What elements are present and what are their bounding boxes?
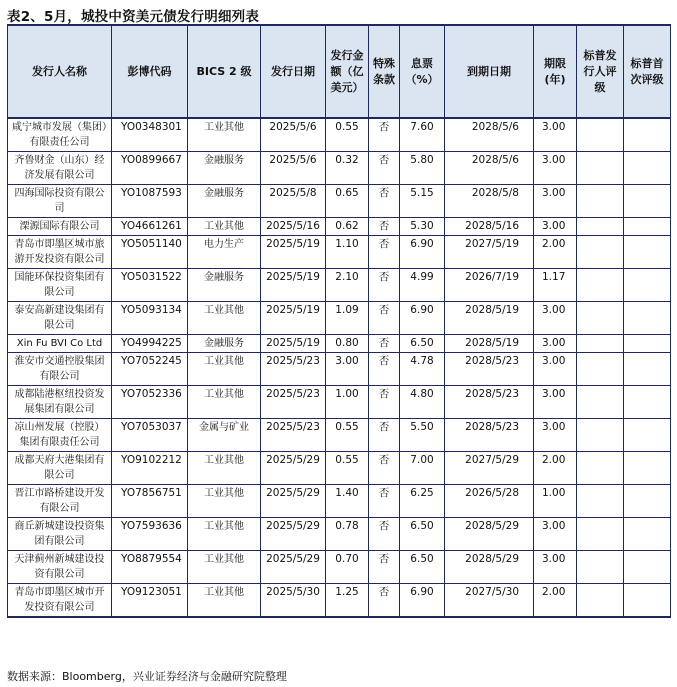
table-row [8,353,671,386]
code-cell: YO7856751 [112,485,188,518]
header-code: 彭博代码 [112,25,188,118]
coupon-cell: 6.90 [400,584,445,618]
amount-cell: 0.62 [326,218,369,236]
period-cell: 3.00 [534,551,577,584]
period-cell: 3.00 [534,302,577,335]
table-row [8,335,671,353]
rating-first-cell [624,152,671,185]
rating-first-cell [624,218,671,236]
code-cell: YO5051140 [112,236,188,269]
coupon-cell: 6.50 [400,551,445,584]
rating-first-cell [624,353,671,386]
coupon-cell: 4.80 [400,386,445,419]
coupon-cell: 5.80 [400,152,445,185]
special-cell: 否 [369,152,400,185]
period-cell: 3.00 [534,518,577,551]
issuer-cell: 凉山州发展（控股）集团有限责任公司 [8,419,112,452]
period-cell: 1.17 [534,269,577,302]
amount-cell: 0.70 [326,551,369,584]
header-issue-date: 发行日期 [261,25,326,118]
special-cell: 否 [369,485,400,518]
code-cell: YO0899667 [112,152,188,185]
coupon-cell: 6.50 [400,335,445,353]
rating-issuer-cell [577,218,624,236]
special-cell: 否 [369,269,400,302]
special-cell: 否 [369,518,400,551]
issuer-cell: 咸宁城市发展（集团）有限责任公司 [8,118,112,152]
coupon-cell: 7.00 [400,452,445,485]
issue-date-cell: 2025/5/19 [261,335,326,353]
special-cell: 否 [369,551,400,584]
coupon-cell: 6.90 [400,302,445,335]
maturity-cell: 2026/7/19 [445,269,534,302]
maturity-cell: 2028/5/23 [445,353,534,386]
issue-date-cell: 2025/5/16 [261,218,326,236]
issue-date-cell: 2025/5/29 [261,551,326,584]
bond-issuance-table [7,24,671,618]
rating-issuer-cell [577,236,624,269]
special-cell: 否 [369,584,400,618]
special-cell: 否 [369,302,400,335]
amount-cell: 0.65 [326,185,369,218]
rating-issuer-cell [577,419,624,452]
rating-issuer-cell [577,269,624,302]
amount-cell: 0.55 [326,419,369,452]
table-row [8,302,671,335]
issue-date-cell: 2025/5/29 [261,518,326,551]
table-row [8,452,671,485]
bics-cell: 工业其他 [188,218,261,236]
maturity-cell: 2028/5/6 [445,118,534,152]
period-cell: 3.00 [534,152,577,185]
table-row [8,419,671,452]
rating-issuer-cell [577,485,624,518]
amount-cell: 0.80 [326,335,369,353]
table-row [8,152,671,185]
header-coupon: 息票（%） [400,25,445,118]
amount-cell: 1.25 [326,584,369,618]
rating-issuer-cell [577,335,624,353]
issue-date-cell: 2025/5/30 [261,584,326,618]
issue-date-cell: 2025/5/8 [261,185,326,218]
bics-cell: 工业其他 [188,551,261,584]
issue-date-cell: 2025/5/29 [261,452,326,485]
amount-cell: 3.00 [326,353,369,386]
code-cell: YO4994225 [112,335,188,353]
issuer-cell: 成都天府大港集团有限公司 [8,452,112,485]
bics-cell: 工业其他 [188,518,261,551]
table-row [8,185,671,218]
period-cell: 3.00 [534,118,577,152]
code-cell: YO8879554 [112,551,188,584]
coupon-cell: 7.60 [400,118,445,152]
header-issuer: 发行人名称 [8,25,112,118]
rating-first-cell [624,551,671,584]
special-cell: 否 [369,118,400,152]
amount-cell: 1.00 [326,386,369,419]
maturity-cell: 2028/5/23 [445,386,534,419]
rating-issuer-cell [577,584,624,618]
code-cell: YO0348301 [112,118,188,152]
amount-cell: 1.40 [326,485,369,518]
issuer-cell: 商丘新城建设投资集团有限公司 [8,518,112,551]
table-row [8,218,671,236]
maturity-cell: 2028/5/29 [445,551,534,584]
special-cell: 否 [369,236,400,269]
issue-date-cell: 2025/5/19 [261,269,326,302]
issuer-cell: 天津蓟州新城建设投资有限公司 [8,551,112,584]
rating-issuer-cell [577,185,624,218]
bics-cell: 工业其他 [188,353,261,386]
issue-date-cell: 2025/5/23 [261,386,326,419]
bics-cell: 金融服务 [188,335,261,353]
coupon-cell: 5.50 [400,419,445,452]
bics-cell: 工业其他 [188,485,261,518]
code-cell: YO1087593 [112,185,188,218]
period-cell: 3.00 [534,218,577,236]
issue-date-cell: 2025/5/29 [261,485,326,518]
issuer-cell: Xin Fu BVI Co Ltd [8,335,112,353]
header-maturity: 到期日期 [445,25,534,118]
rating-issuer-cell [577,518,624,551]
maturity-cell: 2028/5/23 [445,419,534,452]
special-cell: 否 [369,185,400,218]
code-cell: YO5031522 [112,269,188,302]
issue-date-cell: 2025/5/19 [261,236,326,269]
code-cell: YO7052336 [112,386,188,419]
rating-first-cell [624,419,671,452]
amount-cell: 1.09 [326,302,369,335]
table-row [8,269,671,302]
code-cell: YO9102212 [112,452,188,485]
rating-first-cell [624,185,671,218]
table-row [8,551,671,584]
bics-cell: 工业其他 [188,118,261,152]
table-row [8,518,671,551]
issuer-cell: 青岛市即墨区城市旅游开发投资有限公司 [8,236,112,269]
code-cell: YO7052245 [112,353,188,386]
coupon-cell: 6.90 [400,236,445,269]
period-cell: 3.00 [534,185,577,218]
special-cell: 否 [369,335,400,353]
period-cell: 2.00 [534,452,577,485]
period-cell: 2.00 [534,584,577,618]
issue-date-cell: 2025/5/23 [261,419,326,452]
bics-cell: 工业其他 [188,452,261,485]
special-cell: 否 [369,452,400,485]
issuer-cell: 齐鲁财金（山东）经济发展有限公司 [8,152,112,185]
bond-table-container [7,24,670,618]
maturity-cell: 2027/5/29 [445,452,534,485]
maturity-cell: 2028/5/6 [445,152,534,185]
rating-first-cell [624,269,671,302]
period-cell: 3.00 [534,335,577,353]
maturity-cell: 2028/5/19 [445,335,534,353]
rating-first-cell [624,452,671,485]
maturity-cell: 2027/5/19 [445,236,534,269]
table-row [8,118,671,152]
maturity-cell: 2026/5/28 [445,485,534,518]
bics-cell: 工业其他 [188,302,261,335]
issuer-cell: 青岛市即墨区城市开发投资有限公司 [8,584,112,618]
bics-cell: 金融服务 [188,269,261,302]
rating-issuer-cell [577,302,624,335]
maturity-cell: 2028/5/8 [445,185,534,218]
period-cell: 3.00 [534,353,577,386]
amount-cell: 0.55 [326,118,369,152]
coupon-cell: 5.15 [400,185,445,218]
period-cell: 3.00 [534,386,577,419]
maturity-cell: 2028/5/16 [445,218,534,236]
issue-date-cell: 2025/5/6 [261,152,326,185]
coupon-cell: 5.30 [400,218,445,236]
rating-issuer-cell [577,353,624,386]
period-cell: 3.00 [534,419,577,452]
header-amount: 发行金额（亿美元） [326,25,369,118]
code-cell: YO4661261 [112,218,188,236]
table-row [8,485,671,518]
header-bics: BICS 2 级 [188,25,261,118]
source-note: 数据来源：Bloomberg，兴业证券经济与金融研究院整理 [7,670,287,683]
rating-issuer-cell [577,118,624,152]
maturity-cell: 2028/5/19 [445,302,534,335]
table-row [8,386,671,419]
header-rating-issuer: 标普发行人评级 [577,25,624,118]
header-row [8,25,671,118]
code-cell: YO5093134 [112,302,188,335]
code-cell: YO7053037 [112,419,188,452]
amount-cell: 1.10 [326,236,369,269]
issuer-cell: 四海国际投资有限公司 [8,185,112,218]
period-cell: 2.00 [534,236,577,269]
table-title: 表2、5月，城投中资美元债发行明细列表 [7,9,260,25]
header-period: 期限(年) [534,25,577,118]
code-cell: YO9123051 [112,584,188,618]
rating-issuer-cell [577,152,624,185]
coupon-cell: 6.50 [400,518,445,551]
coupon-cell: 4.99 [400,269,445,302]
rating-first-cell [624,236,671,269]
rating-first-cell [624,518,671,551]
issue-date-cell: 2025/5/19 [261,302,326,335]
header-special: 特殊条款 [369,25,400,118]
bics-cell: 金融服务 [188,152,261,185]
maturity-cell: 2028/5/29 [445,518,534,551]
amount-cell: 0.78 [326,518,369,551]
rating-first-cell [624,584,671,618]
special-cell: 否 [369,353,400,386]
rating-issuer-cell [577,551,624,584]
issue-date-cell: 2025/5/6 [261,118,326,152]
coupon-cell: 4.78 [400,353,445,386]
period-cell: 1.00 [534,485,577,518]
rating-first-cell [624,335,671,353]
maturity-cell: 2027/5/30 [445,584,534,618]
table-row [8,236,671,269]
code-cell: YO7593636 [112,518,188,551]
table-body [8,118,671,617]
special-cell: 否 [369,218,400,236]
rating-issuer-cell [577,386,624,419]
issuer-cell: 成都陆港枢纽投资发展集团有限公司 [8,386,112,419]
amount-cell: 0.55 [326,452,369,485]
table-row [8,584,671,618]
issuer-cell: 泰安高新建设集团有限公司 [8,302,112,335]
special-cell: 否 [369,386,400,419]
issue-date-cell: 2025/5/23 [261,353,326,386]
amount-cell: 2.10 [326,269,369,302]
rating-first-cell [624,485,671,518]
rating-first-cell [624,386,671,419]
special-cell: 否 [369,419,400,452]
rating-first-cell [624,302,671,335]
issuer-cell: 淮安市交通控股集团有限公司 [8,353,112,386]
bics-cell: 金融服务 [188,185,261,218]
coupon-cell: 6.25 [400,485,445,518]
bics-cell: 工业其他 [188,386,261,419]
rating-first-cell [624,118,671,152]
header-rating-first: 标普首次评级 [624,25,671,118]
issuer-cell: 溧源国际有限公司 [8,218,112,236]
rating-issuer-cell [577,452,624,485]
bics-cell: 工业其他 [188,584,261,618]
issuer-cell: 晋江市路桥建设开发有限公司 [8,485,112,518]
bics-cell: 金属与矿业 [188,419,261,452]
bics-cell: 电力生产 [188,236,261,269]
issuer-cell: 国能环保投资集团有限公司 [8,269,112,302]
amount-cell: 0.32 [326,152,369,185]
